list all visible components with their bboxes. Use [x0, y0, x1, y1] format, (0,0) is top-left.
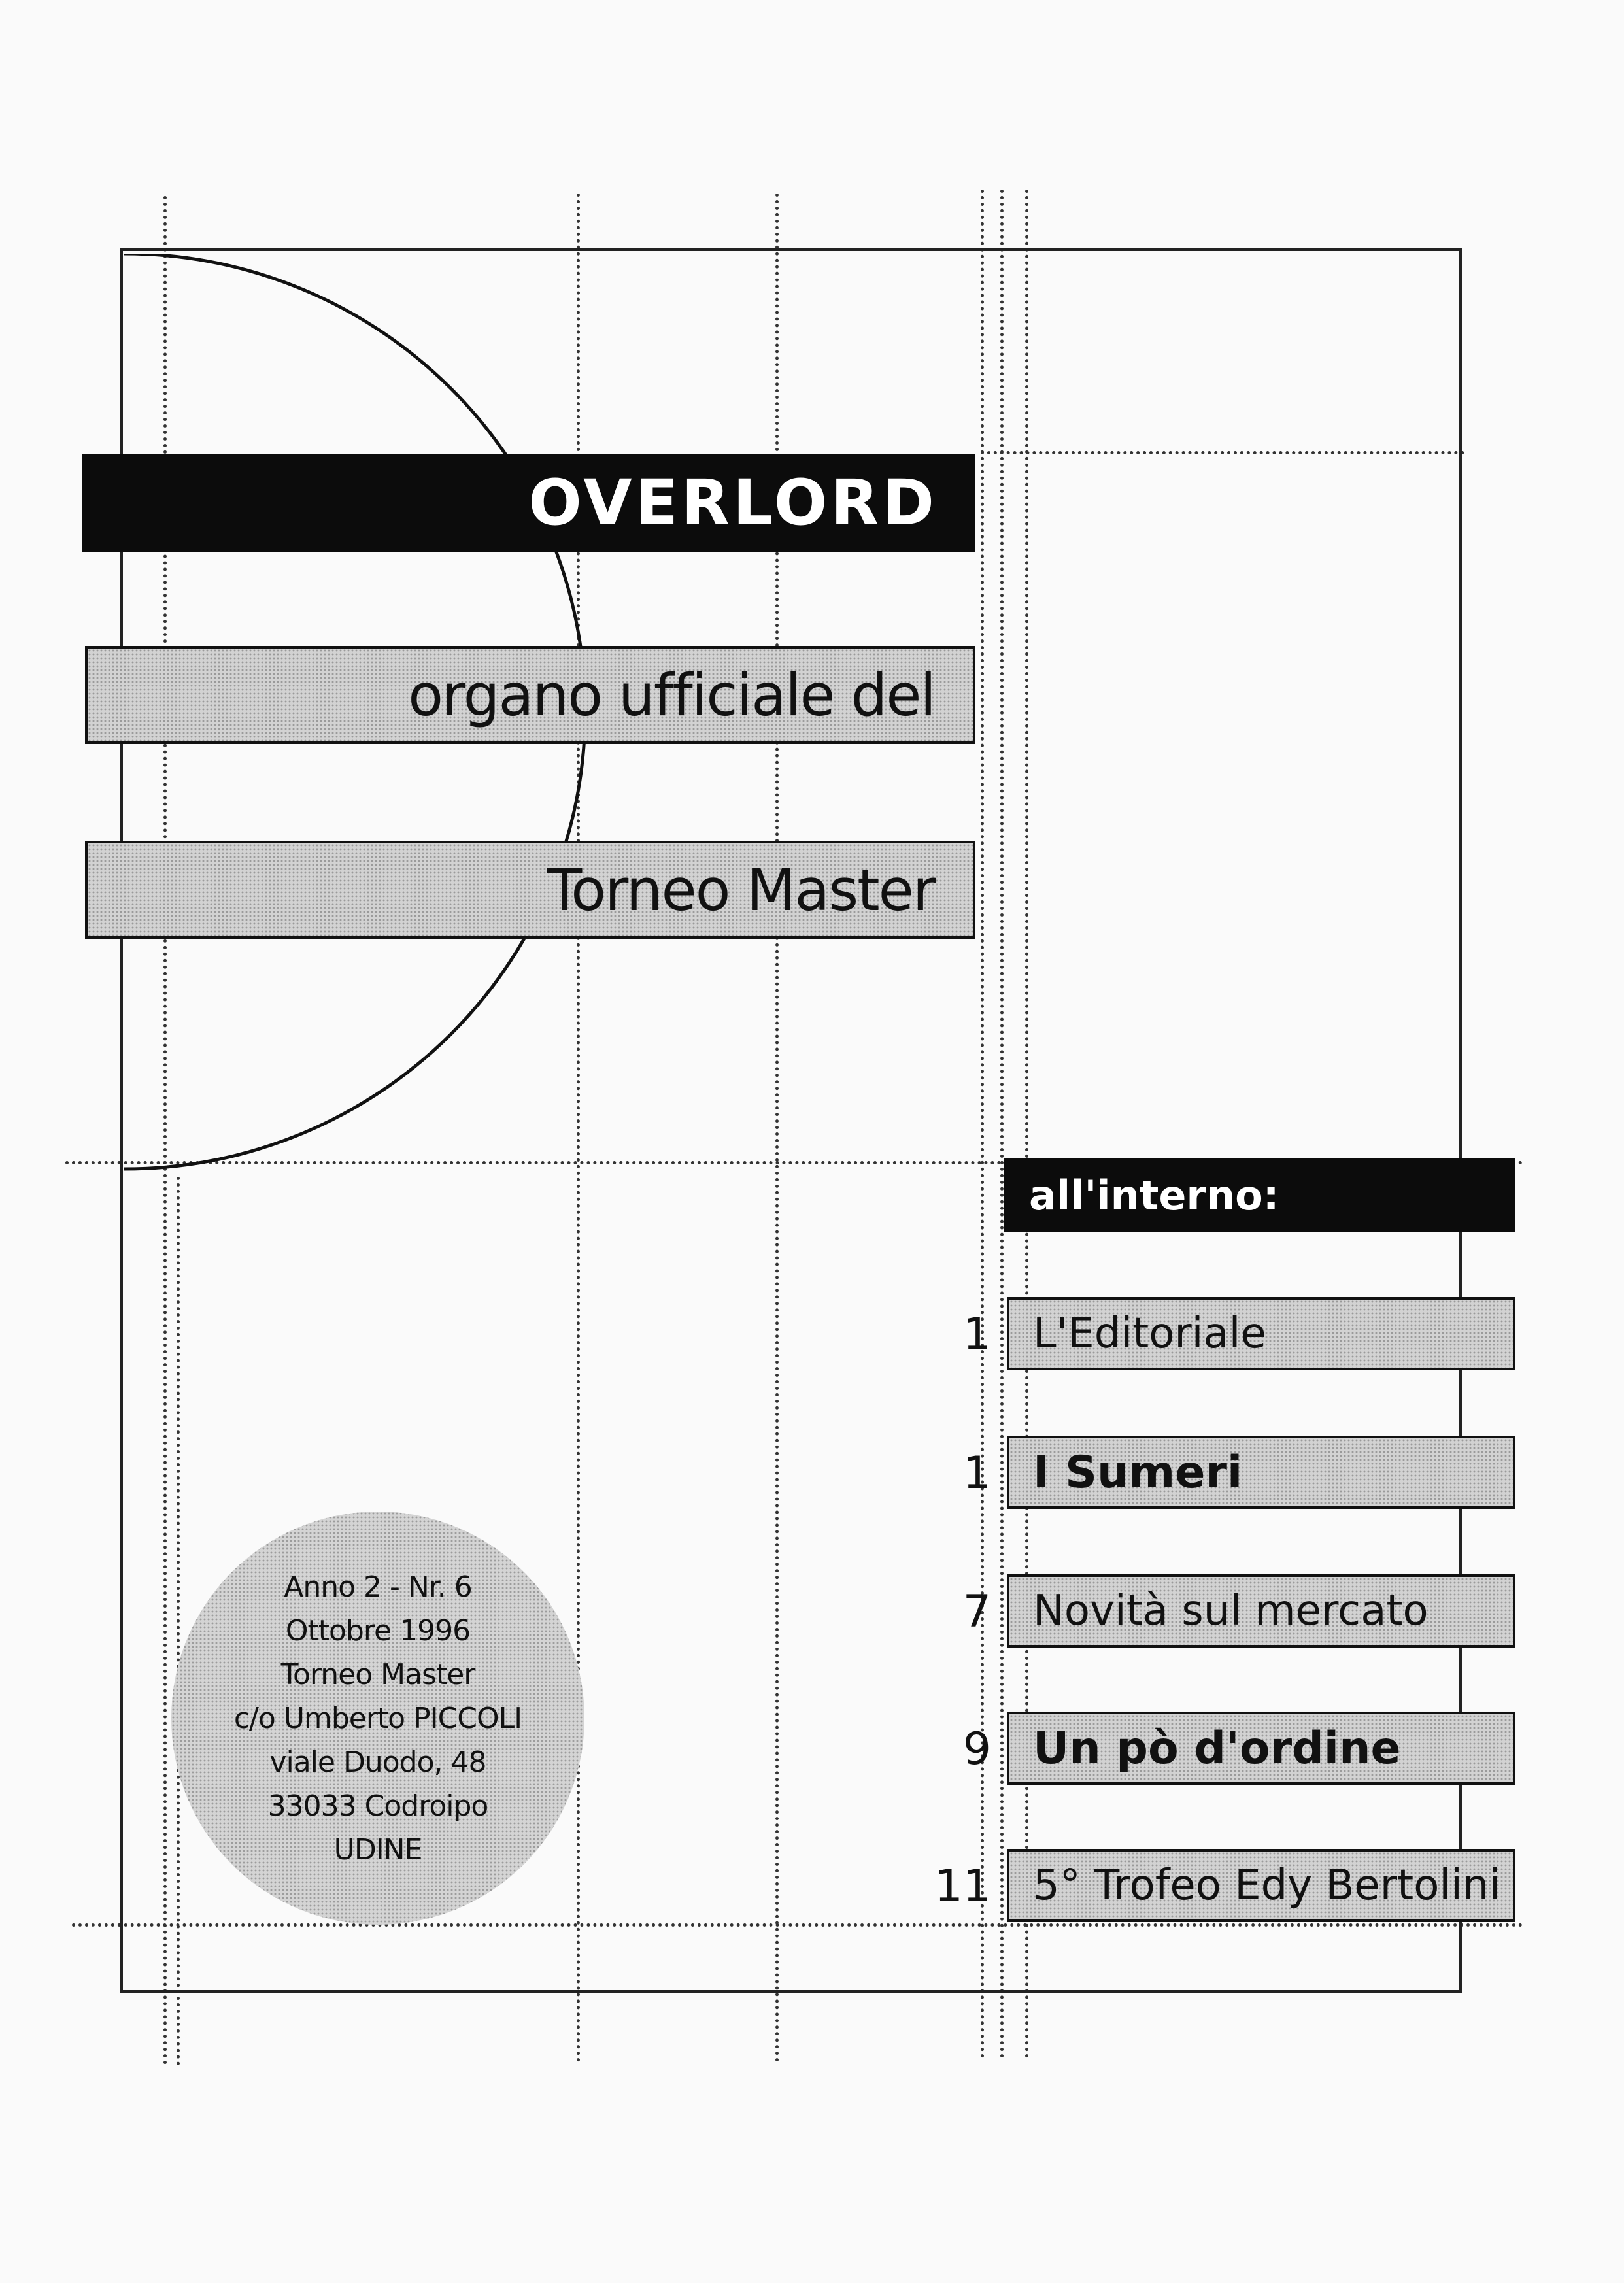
contents-heading: all'interno:	[1029, 1171, 1279, 1219]
issue-info-line: Torneo Master	[280, 1657, 475, 1691]
toc-item-label: 5° Trofeo Edy Bertolini	[1033, 1861, 1501, 1910]
issue-info-line: UDINE	[333, 1833, 422, 1867]
toc-item-label: Un pò d'ordine	[1033, 1722, 1401, 1774]
toc-item-label: I Sumeri	[1033, 1446, 1243, 1498]
issue-info-line: Ottobre 1996	[285, 1614, 471, 1648]
toc-item-sumeri[interactable]	[1007, 1436, 1515, 1509]
toc-item-editoriale[interactable]	[1007, 1297, 1515, 1370]
subtitle-bar-2	[85, 841, 975, 939]
toc-item-trofeo[interactable]	[1007, 1849, 1515, 1922]
toc-page-number: 1	[962, 1309, 991, 1361]
toc-page-number: 1	[962, 1447, 991, 1499]
issue-info-line: 33033 Codroipo	[267, 1789, 488, 1823]
toc-page-number: 9	[962, 1723, 991, 1775]
toc-item-label: Novità sul mercato	[1033, 1587, 1429, 1635]
subtitle-line-1: organo ufficiale del	[408, 661, 935, 729]
contents-heading-bar	[1004, 1158, 1515, 1232]
subtitle-line-2: Torneo Master	[547, 856, 935, 924]
toc-page-number: 7	[962, 1586, 991, 1638]
toc-page-number: 11	[934, 1861, 991, 1912]
masthead-title-bar	[82, 454, 975, 552]
masthead-title: OVERLORD	[528, 466, 938, 539]
subtitle-bar-1	[85, 646, 975, 744]
issue-info-line: viale Duodo, 48	[269, 1745, 486, 1779]
issue-info-line: Anno 2 - Nr. 6	[284, 1570, 472, 1604]
toc-item-novita[interactable]	[1007, 1574, 1515, 1648]
issue-info-circle	[171, 1512, 584, 1925]
toc-item-ordine[interactable]	[1007, 1712, 1515, 1785]
issue-info-line: c/o Umberto PICCOLI	[233, 1701, 522, 1735]
toc-item-label: L'Editoriale	[1033, 1310, 1266, 1358]
